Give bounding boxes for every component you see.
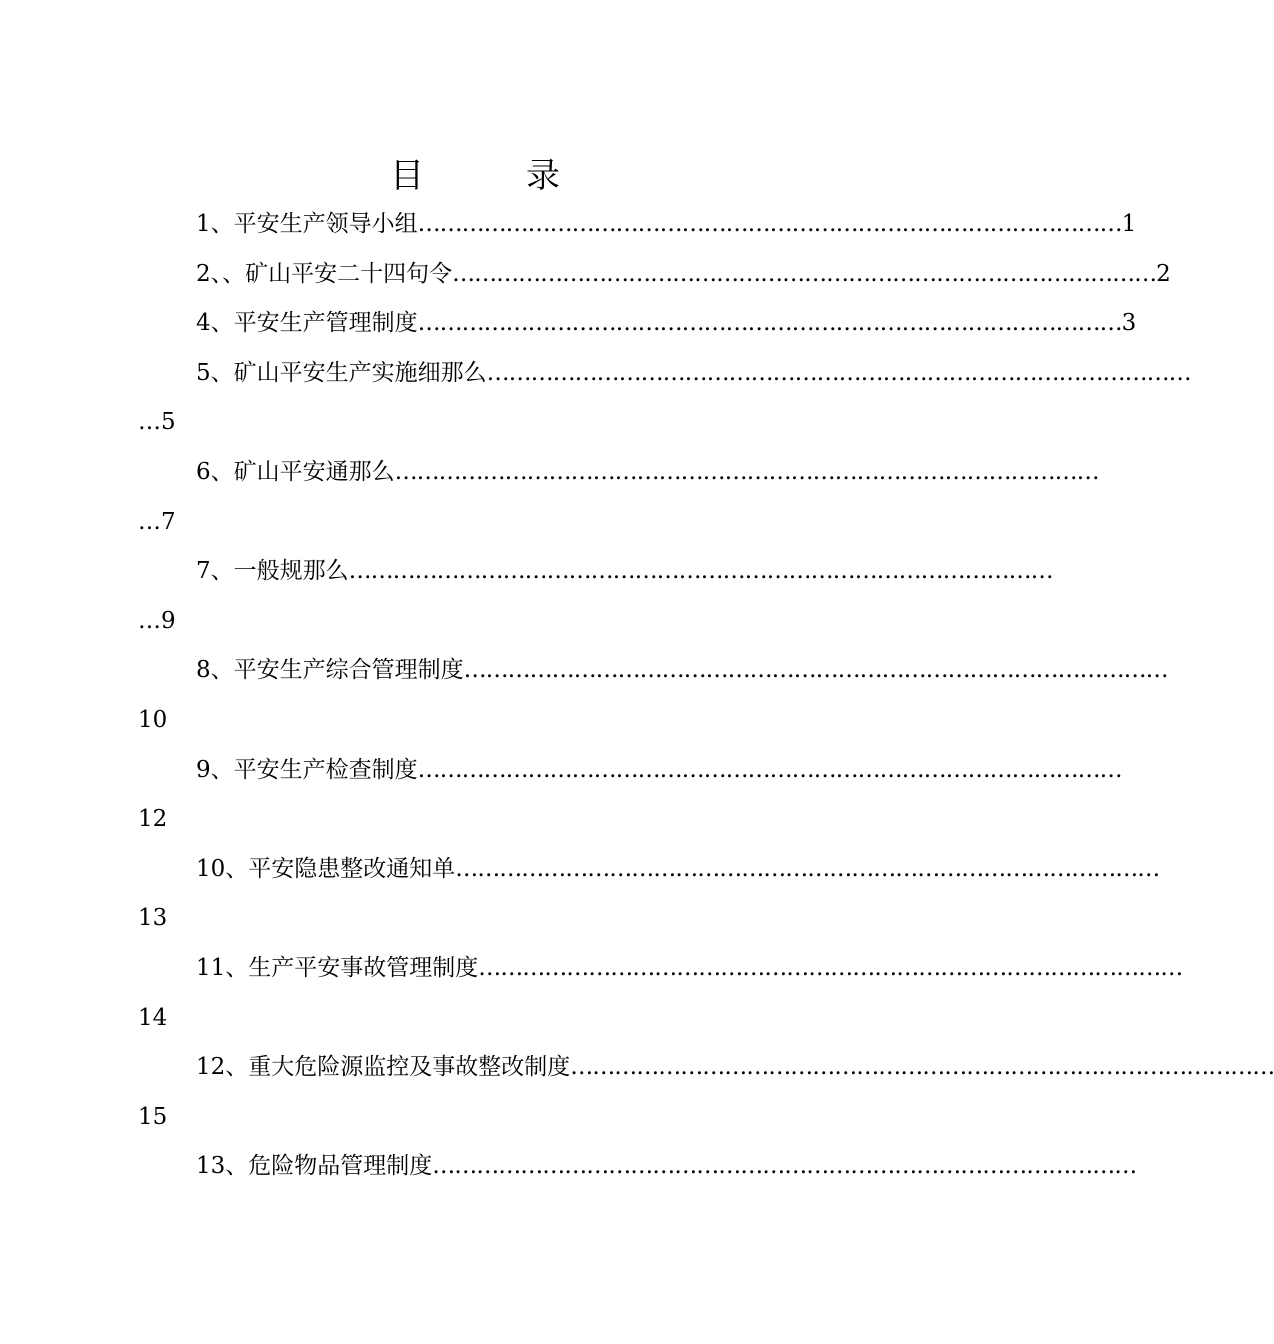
toc-continuation-line: [0, 696, 950, 746]
dot-leader: ……………………………………………………………………………………: [570, 1054, 1274, 1081]
toc-entry-label: 1、平安生产领导小组: [196, 211, 418, 237]
dot-leader: ……………………………………………………………………………………: [417, 211, 1122, 237]
toc-entry-label: 10、平安隐患整改通知单: [196, 855, 456, 882]
toc-entry[interactable]: [0, 1142, 1137, 1192]
dot-leader: ……………………………………………………………………………………: [348, 558, 1053, 585]
dot-leader: ……………………………………………………………………………………: [432, 1153, 1137, 1180]
toc-continuation-line: [0, 398, 950, 448]
table-of-contents: [0, 200, 1274, 1192]
toc-continuation-line: [0, 894, 950, 944]
toc-page-number: 12: [138, 806, 168, 833]
toc-entry-label: 8、平安生产综合管理制度: [196, 657, 464, 684]
toc-continuation-line: [0, 597, 950, 647]
toc-entry[interactable]: [0, 349, 1191, 399]
toc-entry[interactable]: [0, 746, 1122, 796]
dot-leader: ……………………………………………………………………………………: [478, 954, 1183, 981]
toc-entry-label: 12、重大危险源监控及事故整改制度: [196, 1054, 571, 1081]
toc-continuation-line: [0, 994, 950, 1044]
dot-leader: ……………………………………………………………………………………: [463, 657, 1168, 684]
toc-continuation-line: [0, 498, 950, 548]
toc-entry-label: 11、生产平安事故管理制度: [196, 954, 479, 981]
toc-entry-label: 5、矿山平安生产实施细那么: [196, 359, 487, 386]
toc-title: 目 录: [390, 156, 560, 196]
dot-leader: ……………………………………………………………………………………: [417, 756, 1122, 783]
toc-page-number: …9: [138, 607, 176, 634]
toc-page-number: 1: [1121, 211, 1137, 237]
toc-entry-label: 13、危险物品管理制度: [196, 1153, 433, 1180]
toc-page-number: 13: [138, 905, 168, 932]
toc-entry-label: 4、平安生产管理制度: [196, 310, 418, 337]
toc-entry[interactable]: [0, 200, 1137, 250]
toc-entry-label: 2、、矿山平安二十四句令: [196, 260, 453, 287]
toc-entry[interactable]: [0, 250, 1171, 300]
toc-entry-label: 7、一般规那么: [196, 558, 349, 585]
toc-page-number: 15: [138, 1103, 168, 1130]
dot-leader: ……………………………………………………………………………………: [394, 458, 1099, 485]
toc-page-number: 14: [138, 1004, 168, 1031]
toc-entry[interactable]: [0, 646, 1168, 696]
toc-continuation-line: [0, 1093, 950, 1143]
toc-continuation-line: [0, 795, 950, 845]
toc-entry[interactable]: [0, 448, 1099, 498]
toc-entry[interactable]: [0, 1043, 1274, 1093]
dot-leader: ……………………………………………………………………………………: [417, 310, 1122, 337]
toc-entry[interactable]: [0, 845, 1160, 895]
toc-page-number: 10: [138, 706, 168, 733]
dot-leader: ……………………………………………………………………………………: [455, 855, 1160, 882]
toc-page-number: 2: [1156, 260, 1171, 287]
toc-entry[interactable]: [0, 547, 1053, 597]
dot-leader: ……………………………………………………………………………………: [486, 359, 1191, 386]
dot-leader: ……………………………………………………………………………………: [452, 260, 1157, 287]
toc-entry[interactable]: [0, 299, 1137, 349]
toc-page-number: …5: [138, 409, 176, 436]
toc-entry-label: 6、矿山平安通那么: [196, 458, 395, 485]
toc-page-number: …7: [138, 508, 176, 535]
toc-entry[interactable]: [0, 944, 1183, 994]
toc-page-number: 3: [1121, 310, 1137, 337]
toc-entry-label: 9、平安生产检查制度: [196, 756, 418, 783]
